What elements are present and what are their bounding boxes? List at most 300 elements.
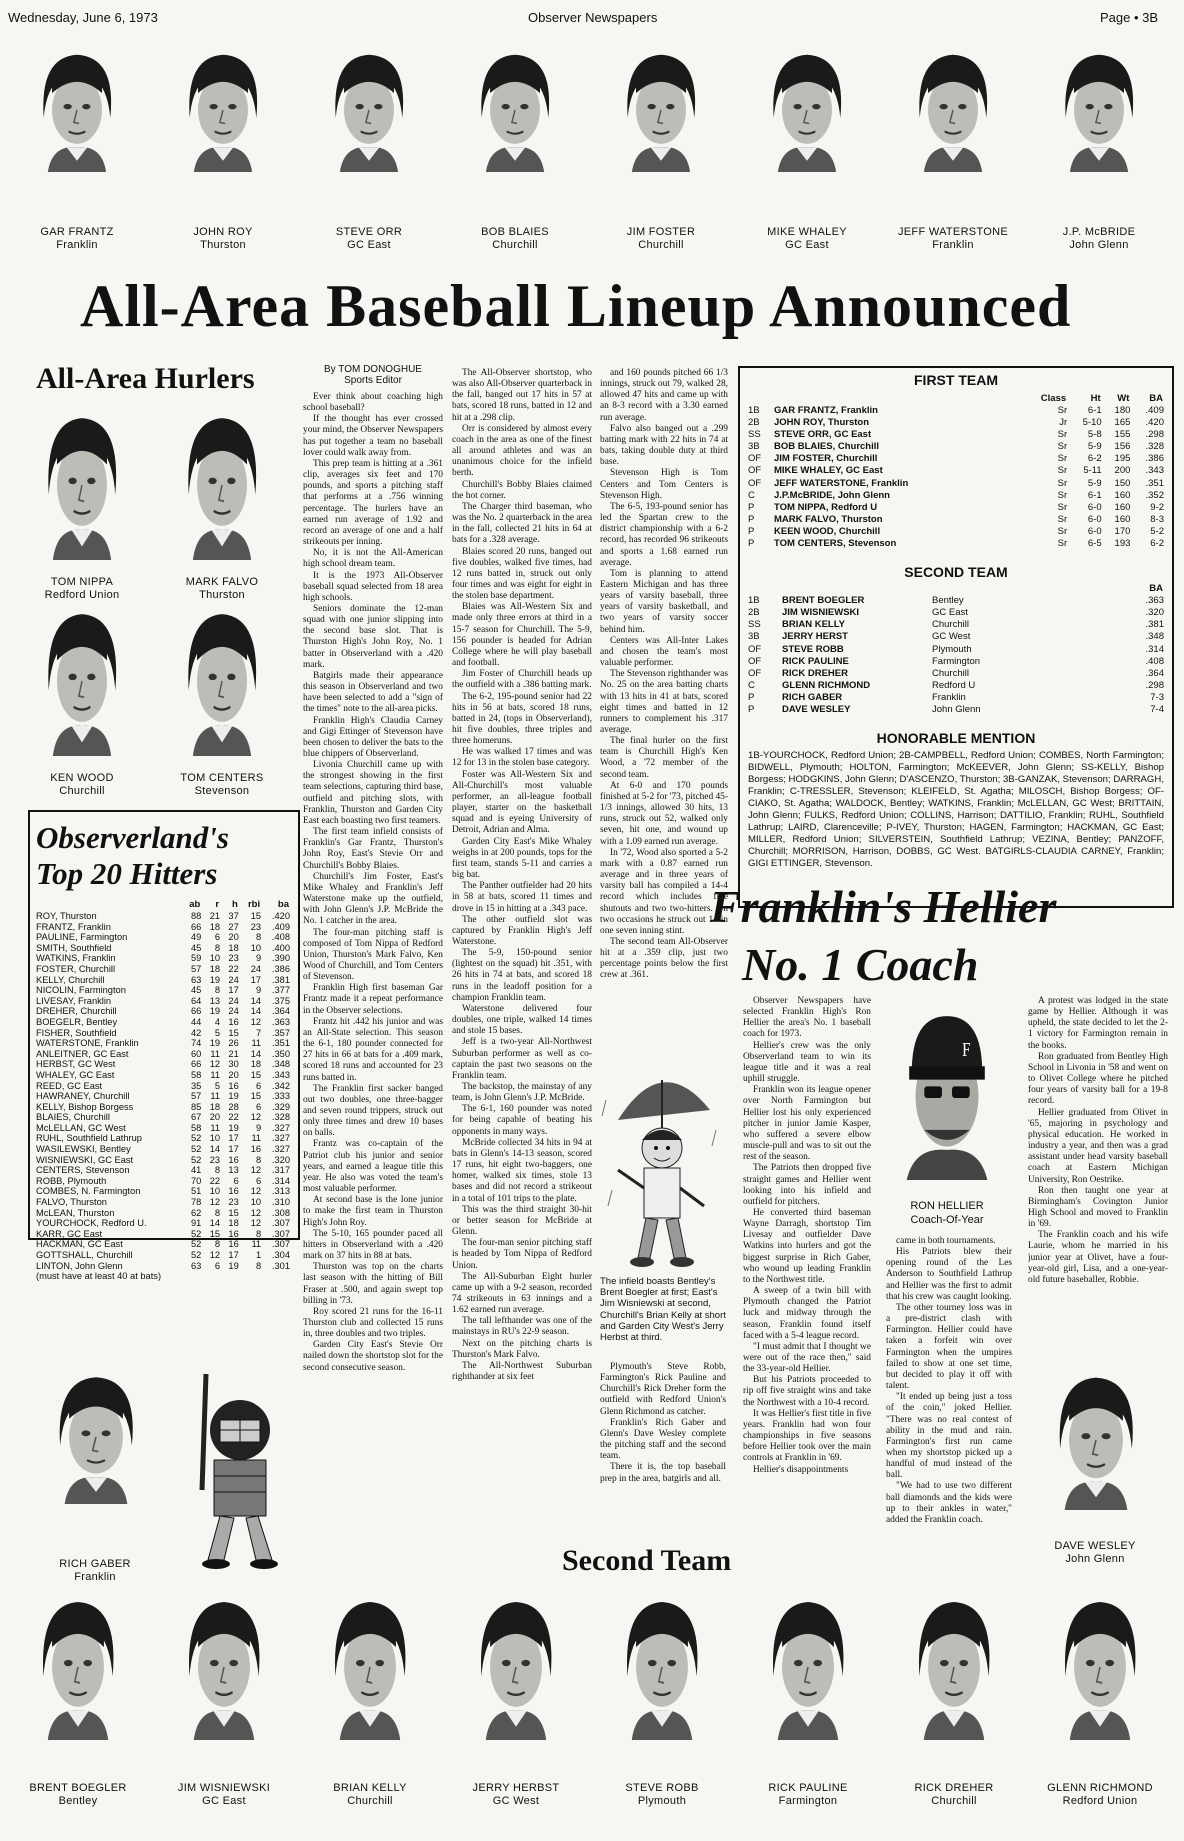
first-team-player: TOM NIPPA, Redford U xyxy=(774,501,878,513)
paragraph: The second team All-Observer hit at a .359 clip, just two percentage points below the first crew at .361. xyxy=(600,936,728,981)
coach-headline: Franklin's Hellier xyxy=(710,881,1057,932)
paragraph: Frantz hit .442 his junior and was an All-State selection. This season the 6-1, 180 pounder connected for 27 hits in 66 at bats for a .409 mark, scored 18 runs and accounted for 23 runs batted in. xyxy=(303,1016,443,1083)
hitter-stat: 6 xyxy=(255,1080,262,1091)
player-name: GLENN RICHMOND xyxy=(1047,1782,1153,1794)
player-caption xyxy=(12,226,142,252)
paragraph: The 6-1, 160 pounder was noted for being capable of beating his opponents in many ways. xyxy=(452,1104,592,1137)
paragraph: The 6-5, 193-pound senior has led the Spartan crew to the district championship with a 6-2 record, has recorded 96 strikeouts and sports a 1.68 earned run average. xyxy=(600,501,728,568)
hitter-stat: 63 xyxy=(190,974,202,985)
story-column-1 xyxy=(303,364,443,1584)
first-team-class: Jr xyxy=(1059,417,1068,429)
first-team-ht: 6-5 xyxy=(1087,538,1102,550)
paragraph: In '72, Wood also sported a 5-2 mark with a 0.87 earned run average and in three years of varsity ball has compiled a 14-4 record which includes five shutouts and two two-hitters. On two occasions he struck out 14 in one seven inning stint. xyxy=(600,847,728,936)
table-row xyxy=(36,1112,290,1123)
second-team-player: JIM WISNIEWSKI xyxy=(782,607,860,619)
paragraph: The All-Suburban Eight hurler came up with a 9-2 season, recorded 74 strikeouts in 63 innings and a 1.62 earned run average. xyxy=(452,1271,592,1316)
paragraph: Franklin won its league opener over North Farmington but Hellier lost his only experienced pitcher in junior Jamie Kasper, who suffered a severe elbow muscle-pull and was to sit out the rest of the season. xyxy=(743,1085,871,1163)
paragraph: The Patriots then dropped five straight games and Hellier went looking into his infield and outfield for pitchers. xyxy=(743,1163,871,1207)
hitter-stat: .307 xyxy=(271,1218,290,1229)
paragraph: Tom is planning to attend Eastern Michigan and has three years of varsity baseball, three years of varsity basketball, and two years of varsity soccer behind him. xyxy=(600,568,728,635)
hitter-stat: 52 xyxy=(190,1228,202,1239)
paragraph: Thurston was top on the charts last season with the hitting of Bill Fraser at .500, and again swept top billing in '73. xyxy=(303,1262,443,1306)
hitter-stat: 1 xyxy=(255,1250,262,1260)
second-team-ba: .408 xyxy=(1145,655,1164,667)
hitter-stat: 11 xyxy=(251,1239,262,1250)
byline-title: Sports Editor xyxy=(344,375,402,386)
hitter-stat: .327 xyxy=(271,1122,290,1133)
paragraph: Foster was All-Western Six and All-Churchill's most valuable performer, an all-league football player, starter on the basketball squad and is eyeing University of Detroit, Adrian and Alma. xyxy=(452,769,592,836)
paragraph: Observer Newspapers have selected Franklin High's Ron Hellier the area's No. 1 baseball coach for 1973. xyxy=(743,996,871,1040)
player-caption xyxy=(742,226,872,252)
hitters-column-header: ba xyxy=(277,899,289,910)
first-team-class: Sr xyxy=(1057,441,1068,453)
player-name: TOM NIPPA xyxy=(50,576,114,588)
player-caption xyxy=(159,1782,289,1808)
first-team-column-header: Class xyxy=(1040,393,1067,404)
player-photo-icon xyxy=(170,410,274,560)
hitter-stat: .400 xyxy=(271,942,290,953)
hitter-stat: 24 xyxy=(228,974,239,985)
second-team-pos: 3B xyxy=(748,631,760,643)
table-row xyxy=(36,975,290,986)
second-team-ba: .298 xyxy=(1145,679,1164,691)
hitter-stat: 18 xyxy=(209,963,221,974)
hitter-stat: 8 xyxy=(214,942,221,953)
first-team-ht: 5-9 xyxy=(1087,441,1102,453)
hitter-stat: 35 xyxy=(190,1080,202,1091)
second-team-heading: Second Team xyxy=(562,1544,732,1577)
hitter-stat: .375 xyxy=(271,995,290,1006)
second-team-title: SECOND TEAM xyxy=(904,564,1008,581)
hitter-stat: 4 xyxy=(214,1016,221,1027)
honorable-mention-title: HONORABLE MENTION xyxy=(876,730,1036,747)
first-team-player: JOHN ROY, Thurston xyxy=(774,417,870,429)
table-row xyxy=(36,1091,290,1102)
player-name: TOM CENTERS xyxy=(180,772,264,784)
table-row xyxy=(36,985,290,996)
second-team-player: BRENT BOEGLER xyxy=(782,595,865,607)
hitter-name: LINTON, John Glenn xyxy=(36,1260,123,1271)
second-team-table xyxy=(748,582,1164,716)
hitter-stat: 9 xyxy=(255,985,262,996)
player-photo-icon xyxy=(316,1594,424,1740)
hitter-name: PAULINE, Farmington xyxy=(36,932,128,943)
first-team-ht: 6-1 xyxy=(1087,489,1102,501)
hitter-name: ANLEITNER, GC East xyxy=(36,1048,129,1059)
player-school: Franklin xyxy=(74,1571,116,1583)
first-team-player: MARK FALVO, Thurston xyxy=(774,513,883,525)
hitter-name: NICOLIN, Farmington xyxy=(36,985,126,996)
hitter-stat: 12 xyxy=(209,1250,221,1260)
paragraph: Next on the pitching charts is Thurston's Mark Falvo. xyxy=(452,1338,592,1360)
paragraph: At second base is the lone junior to make the first team in Thurston High's John Roy. xyxy=(303,1195,443,1228)
hitter-stat: 66 xyxy=(190,1059,202,1070)
hitter-stat: 66 xyxy=(190,1006,202,1017)
table-row xyxy=(36,1006,290,1017)
first-team-pos: C xyxy=(748,489,755,501)
hitter-stat: 16 xyxy=(228,1016,239,1027)
second-team-player: JERRY HERST xyxy=(782,631,848,643)
player-school: Bentley xyxy=(58,1795,98,1807)
table-row xyxy=(748,656,1164,668)
hitter-stat: 19 xyxy=(209,1038,221,1049)
hitter-stat: 19 xyxy=(209,974,221,985)
hitter-name: COMBES, N. Farmington xyxy=(36,1186,141,1197)
hitter-stat: 26 xyxy=(228,1038,239,1049)
second-team-ba: 7-3 xyxy=(1150,691,1164,703)
paragraph: Orr is considered by almost every coach in the area as one of the finest all around athletes and was an unanimous choice for the infield berth. xyxy=(452,423,592,479)
player-caption xyxy=(305,1782,435,1808)
table-row xyxy=(36,1028,290,1039)
hitter-name: HAWRANEY, Churchill xyxy=(36,1091,130,1102)
player-school: Churchill xyxy=(59,785,105,797)
table-row xyxy=(36,953,290,964)
first-team-wt: 150 xyxy=(1114,477,1131,489)
player-school: Churchill xyxy=(492,239,538,251)
hitter-stat: 15 xyxy=(250,1069,262,1080)
second-team-pos: OF xyxy=(748,655,762,667)
hitter-name: BOEGELR, Bentley xyxy=(36,1016,118,1027)
paragraph: But his Patriots proceeded to rip off five straight wins and take the Northwest with a 10-4 record. xyxy=(743,1375,871,1408)
table-row xyxy=(748,631,1164,643)
hitter-stat: 85 xyxy=(190,1101,202,1112)
second-team-ba: .348 xyxy=(1145,631,1164,643)
table-row xyxy=(36,1155,290,1166)
hitter-stat: 52 xyxy=(190,1250,202,1260)
hitter-name: RUHL, Southfield Lathrup xyxy=(36,1133,142,1144)
second-team-ba: .363 xyxy=(1145,595,1164,607)
second-team-pos: SS xyxy=(748,619,761,631)
player-photo-icon xyxy=(170,1594,278,1740)
hitter-stat: 44 xyxy=(190,1016,202,1027)
hitter-stat: 19 xyxy=(228,1260,239,1271)
player-school: Stevenson xyxy=(194,785,250,797)
hitter-stat: 8 xyxy=(214,1207,221,1218)
paragraph: Hellier's crew was the only Observerland team to win its league title and it was a real uphill struggle. xyxy=(743,1040,871,1085)
table-row xyxy=(36,1038,290,1049)
second-team-ba: .364 xyxy=(1145,667,1164,679)
hurlers-heading: All-Area Hurlers xyxy=(36,362,255,395)
paragraph: A sweep of a twin bill with Plymouth changed the Patriot luck and midway through the season, Franklin found itself faced with a 5-4 league record. xyxy=(743,1286,871,1341)
hitter-stat: .408 xyxy=(271,932,290,943)
paragraph: Falvo also banged out a .299 batting mark with 22 hits in 74 at bats, taking double duty at third base. xyxy=(600,423,728,468)
cartoon-pitcher-icon xyxy=(598,1060,726,1270)
player-photo-icon xyxy=(1047,48,1151,172)
hitters-column-header: ab xyxy=(189,899,201,910)
hitter-stat: 10 xyxy=(250,1197,262,1208)
hitter-stat: 91 xyxy=(190,1218,202,1229)
hitter-stat: 12 xyxy=(209,1059,221,1070)
hitter-name: WASILEWSKI, Bentley xyxy=(36,1144,131,1155)
hitter-stat: 78 xyxy=(190,1197,202,1208)
table-row xyxy=(36,1208,290,1219)
hitter-stat: 8 xyxy=(214,1239,221,1250)
first-team-player: KEEN WOOD, Churchill xyxy=(774,525,881,537)
first-team-ba: .352 xyxy=(1145,489,1164,501)
hitter-stat: 58 xyxy=(190,1122,202,1133)
hitter-stat: .390 xyxy=(271,953,290,964)
hitter-stat: 11 xyxy=(210,1048,221,1059)
first-team-player: STEVE ORR, GC East xyxy=(774,429,872,441)
hitter-stat: 8 xyxy=(214,1165,221,1176)
hitter-name: LIVESAY, Franklin xyxy=(36,995,112,1006)
first-team-pos: 1B xyxy=(748,405,760,416)
player-photo-icon xyxy=(171,48,275,172)
paragraph: Centers was All-Inter Lakes and chosen the team's most valuable performer. xyxy=(600,635,728,669)
hitter-stat: 8 xyxy=(214,985,221,996)
player-name: STEVE ORR xyxy=(335,226,403,238)
hitter-stat: 16 xyxy=(228,1154,239,1165)
paragraph: The backstop, the mainstay of any team, is John Glenn's J.P. McBride. xyxy=(452,1082,592,1104)
hitter-stat: .386 xyxy=(271,963,290,974)
hitter-name: McLEAN, Thurston xyxy=(36,1207,115,1218)
first-team-pos: P xyxy=(748,501,755,513)
hitters-note: (must have at least 40 at bats) xyxy=(36,1271,162,1282)
player-school: Plymouth xyxy=(637,1795,687,1807)
player-school: GC East xyxy=(202,1795,246,1807)
paragraph: The other outfield slot was captured by Franklin High's Jeff Waterstone. xyxy=(452,914,592,947)
first-team-wt: 160 xyxy=(1114,513,1131,525)
hitter-stat: 70 xyxy=(190,1175,202,1186)
paragraph: Franklin High's Claudia Carney and Gigi Ettinger of Stevenson have been chosen to deliver the bats to the blue chippers of Observerland. xyxy=(303,715,443,759)
hitter-stat: 64 xyxy=(190,995,202,1006)
first-team-class: Sr xyxy=(1057,513,1068,525)
hitter-stat: 15 xyxy=(250,1091,262,1102)
table-row xyxy=(748,680,1164,692)
table-row xyxy=(36,1070,290,1081)
first-team-title: FIRST TEAM xyxy=(914,372,998,388)
paragraph: The 5-9, 150-pound senior (lightest on the squad) hit .351, with 26 hits in 74 at bats, and scored 18 runs in the leadoff position for a champion Franklin team. xyxy=(452,948,592,1003)
first-team-class: Sr xyxy=(1057,525,1068,537)
paragraph: Churchill's Jim Foster, East's Mike Whaley and Franklin's Jeff Waterstone make up the outfield, with John Glenn's J.P. McBride the No. 1 catcher in the area. xyxy=(303,871,443,927)
hitter-stat: 58 xyxy=(190,1069,202,1080)
player-name: MARK FALVO xyxy=(185,576,259,588)
hitter-name: WATERSTONE, Franklin xyxy=(36,1038,139,1049)
hitter-name: HACKMAN, GC East xyxy=(36,1239,123,1250)
paragraph: Stevenson High is Tom Centers and Tom Centers is Stevenson High. xyxy=(600,468,728,501)
table-row xyxy=(748,490,1164,502)
table-row xyxy=(36,932,290,943)
hitter-stat: 66 xyxy=(190,921,202,932)
player-school: GC East xyxy=(785,239,829,251)
hitter-stat: 37 xyxy=(228,911,239,921)
second-team-player: DAVE WESLEY xyxy=(782,703,851,715)
first-team-pos: SS xyxy=(748,429,761,441)
second-team-pos: 2B xyxy=(748,607,760,619)
hitter-stat: 14 xyxy=(209,1218,221,1229)
hitter-stat: 17 xyxy=(228,1250,239,1260)
hitter-stat: 17 xyxy=(228,1133,239,1144)
paragraph: Batgirls made their appearance this season in Observerland and two have been selected to add a "sign of the times" note to the all-area picks. xyxy=(303,670,443,715)
hitter-stat: .343 xyxy=(271,1069,290,1080)
hitter-stat: .301 xyxy=(271,1260,290,1271)
paragraph: The All-Northwest Suburban righthander at six feet xyxy=(452,1360,592,1383)
hitter-stat: 6 xyxy=(255,1101,262,1112)
player-caption xyxy=(13,1782,143,1808)
coach-column-1 xyxy=(743,996,871,1591)
hitter-name: KELLY, Churchill xyxy=(36,974,105,985)
hitters-column-header: r xyxy=(215,899,220,910)
hitter-stat: .381 xyxy=(271,974,290,985)
hitter-stat: 19 xyxy=(228,1091,239,1102)
table-row xyxy=(36,1165,290,1176)
player-name: JOHN ROY xyxy=(193,226,253,238)
first-team-player: BOB BLAIES, Churchill xyxy=(774,441,880,453)
first-team-pos: P xyxy=(748,538,755,550)
hitter-stat: 16 xyxy=(228,1080,239,1091)
first-team-ht: 5-10 xyxy=(1082,417,1102,429)
hitter-stat: 12 xyxy=(250,1207,262,1218)
hitter-stat: 18 xyxy=(228,942,239,953)
hitter-stat: 63 xyxy=(190,1260,202,1271)
hitter-stat: 19 xyxy=(209,1006,221,1017)
hitter-stat: 52 xyxy=(190,1239,202,1250)
hitter-stat: 10 xyxy=(250,942,262,953)
hitter-stat: 45 xyxy=(190,942,202,953)
player-photo-icon xyxy=(609,48,713,172)
hitter-stat: 12 xyxy=(250,1186,262,1197)
hitter-stat: .357 xyxy=(271,1027,290,1038)
hitter-stat: .333 xyxy=(271,1091,290,1102)
first-team-ba: .420 xyxy=(1145,417,1164,429)
hitter-name: SMITH, Southfield xyxy=(36,942,112,953)
second-team-player: RICH GABER xyxy=(782,691,843,703)
first-team-player: TOM CENTERS, Stevenson xyxy=(774,538,897,550)
first-team-ba: 5-2 xyxy=(1150,525,1164,537)
first-team-player: J.P.McBRIDE, John Glenn xyxy=(774,489,890,501)
first-team-wt: 156 xyxy=(1114,441,1131,453)
paragraph: Franklin High first baseman Gar Frantz made it a repeat performance in the Observer selections. xyxy=(303,983,443,1016)
hitter-stat: 22 xyxy=(228,1112,239,1123)
table-row xyxy=(748,429,1164,441)
player-name: STEVE ROBB xyxy=(625,1782,699,1794)
paragraph: The final hurler on the first team is Churchill High's Ken Wood, a '72 member of the second team. xyxy=(600,736,728,780)
table-row xyxy=(748,405,1164,417)
table-row xyxy=(748,441,1164,453)
paragraph: The four-man senior pitching staff is headed by Tom Nippa of Redford Union. xyxy=(452,1238,592,1271)
hitter-name: WATKINS, Franklin xyxy=(36,953,116,964)
hitter-stat: 21 xyxy=(228,1048,239,1059)
hitter-stat: 10 xyxy=(209,1133,221,1144)
story-column-2 xyxy=(452,368,592,1590)
paragraph: Jeff is a two-year All-Northwest Suburban performer as well as co-captain the past two seasons on the Franklin team. xyxy=(452,1037,592,1081)
player-name: KEN WOOD xyxy=(50,772,114,784)
hitter-stat: 11 xyxy=(210,1091,221,1102)
first-team-ba: .343 xyxy=(1145,465,1164,477)
table-row xyxy=(36,1017,290,1028)
second-team-player: STEVE ROBB xyxy=(782,643,844,655)
first-team-player: JIM FOSTER, Churchill xyxy=(774,453,878,465)
first-team-ht: 5-8 xyxy=(1087,429,1102,441)
first-team-ht: 5-11 xyxy=(1083,465,1102,477)
paragraph: It was Hellier's first title in five years. Franklin had won four championships in five seasons before Hellier took over the main controls at Franklin in '69. xyxy=(743,1408,871,1464)
paragraph: No, it is not the All-American high school dream team. xyxy=(303,548,443,570)
paragraph: He was walked 17 times and was 12 for 13 in the stolen base category. xyxy=(452,747,592,769)
hitter-stat: 8 xyxy=(255,1154,262,1165)
first-team-column-header: Ht xyxy=(1090,393,1101,404)
hitter-name: HERBST, GC West xyxy=(36,1059,116,1070)
table-row xyxy=(748,465,1164,477)
player-school: John Glenn xyxy=(1065,1553,1125,1565)
hitter-stat: 21 xyxy=(209,911,221,921)
player-name: BRIAN KELLY xyxy=(333,1782,407,1794)
hitter-stat: 16 xyxy=(228,1186,239,1197)
hitter-stat: 11 xyxy=(251,1133,262,1144)
hitter-stat: 12 xyxy=(250,1218,262,1229)
first-team-class: Sr xyxy=(1057,489,1068,501)
player-caption xyxy=(889,1782,1019,1808)
hitter-stat: 57 xyxy=(190,1091,202,1102)
coach-headline-line2: No. 1 Coach xyxy=(742,939,979,990)
player-school: Redford Union xyxy=(44,589,120,601)
player-caption xyxy=(1034,226,1164,252)
hitter-stat: 11 xyxy=(251,1038,262,1049)
table-row xyxy=(748,668,1164,680)
table-row xyxy=(36,1261,290,1272)
hitter-stat: .377 xyxy=(271,985,290,996)
paragraph: Waterstone delivered four doubles, one triple, walked 14 times and stole 15 bases. xyxy=(452,1003,592,1037)
first-team-pos: 2B xyxy=(748,417,760,429)
hitter-name: GOTTSHALL, Churchill xyxy=(36,1250,133,1260)
hitter-stat: 17 xyxy=(250,974,262,985)
hitter-stat: 5 xyxy=(214,1027,221,1038)
paragraph: Ron graduated from Bentley High School in Livonia in '58 and went on to Olivet College where he pitched four years of varsity ball for a 19-8 record. xyxy=(1028,1051,1168,1107)
first-team-wt: 160 xyxy=(1114,489,1131,501)
table-row xyxy=(36,1229,290,1240)
first-team-pos: P xyxy=(748,525,755,537)
second-team-pos: OF xyxy=(748,667,762,679)
paragraph: There it is, the top baseball prep in the area, batgirls and all. xyxy=(600,1462,726,1484)
hitters-title: Observerland's xyxy=(36,820,229,855)
table-row xyxy=(36,996,290,1007)
player-caption xyxy=(17,772,147,798)
first-team-ht: 6-1 xyxy=(1087,405,1102,416)
hitter-stat: 49 xyxy=(190,932,202,943)
hitter-stat: 8 xyxy=(255,1260,262,1271)
player-school: GC West xyxy=(492,1795,540,1807)
paragraph: "It ended up being just a toss of the coin," joked Hellier. "There was no real contest of ability in the mud and rain. Farmington's first run came when my shortstop picked up a handful of mud instead of the ball. xyxy=(886,1392,1012,1481)
hitter-stat: .342 xyxy=(271,1080,290,1091)
hitter-stat: .329 xyxy=(271,1101,290,1112)
first-team-pos: OF xyxy=(748,465,762,477)
hitter-stat: 15 xyxy=(250,911,262,921)
hitter-stat: 17 xyxy=(228,985,239,996)
first-team-column-header: BA xyxy=(1149,393,1163,404)
table-row xyxy=(748,453,1164,465)
paragraph: Ever think about coaching high school baseball? xyxy=(303,392,443,414)
player-name: MIKE WHALEY xyxy=(767,226,847,238)
paragraph: If the thought has ever crossed your mind, the Observer Newspapers has put together a team no baseball lover could walk away from. xyxy=(303,414,443,458)
first-team-ba: .386 xyxy=(1145,453,1164,465)
second-team-pos: 1B xyxy=(748,595,760,607)
first-team-ba: .298 xyxy=(1145,429,1164,441)
coach-photo-name: RON HELLIER xyxy=(910,1200,984,1212)
hitter-stat: 27 xyxy=(228,921,239,932)
player-name: BOB BLAIES xyxy=(481,226,549,238)
second-team-school: Franklin xyxy=(932,691,966,703)
paragraph: Franklin's Rich Gaber and Glenn's Dave Wesley complete the pitching staff and the second team. xyxy=(600,1417,726,1462)
paragraph: The Franklin coach and his wife Laurie, whom he married in his junior year at Olivet, have a four-year-old girl, Lisa, and a one-year-old future baseballer, Robbie. xyxy=(1028,1230,1168,1285)
coach-photo-title: Coach-Of-Year xyxy=(910,1214,984,1226)
hitter-name: KARR, GC East xyxy=(36,1228,103,1239)
player-caption xyxy=(743,1782,873,1808)
paragraph: and 160 pounds pitched 66 1/3 innings, struck out 79, walked 28, allowed 47 hits and came up with an 8-3 record with a 3.30 earned run average. xyxy=(600,368,728,423)
table-row xyxy=(36,1197,290,1208)
hitter-stat: .327 xyxy=(271,1144,290,1155)
first-team-class: Sr xyxy=(1057,405,1068,416)
hitter-stat: .317 xyxy=(271,1165,290,1176)
hitter-stat: 12 xyxy=(209,1197,221,1208)
